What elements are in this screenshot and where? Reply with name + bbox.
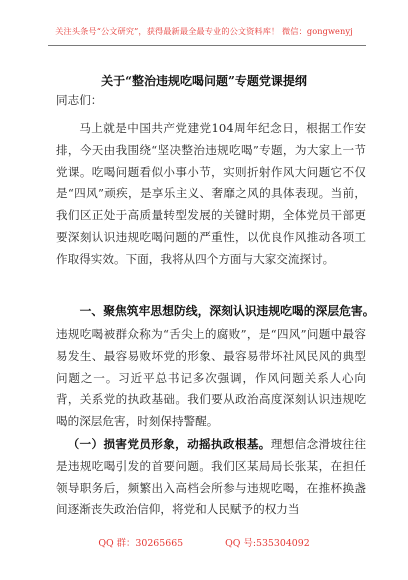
header-promo-note: 关注头条号“公文研究”，获得最新最全最专业的公文资料库！ 微信：gongwenyj: [55, 26, 353, 36]
footer-qq-group: QQ 群：30265665: [98, 538, 184, 549]
paragraph-intro: 马上就是中国共产党建党104周年纪念日，根据工作安排，今天由我围绕“坚决整治违规吃喝”专题，为大家上一节党课。吃喝问题看似小事小节，实则折射作风大问题它不仅是“四风”顽疾，是享乐主义、奢靡之风的具体表现。当前，我们区正处于高质量转型发展的关键时期，全体党员干部更要深刻认识违规吃喝问题的严重性，以优良作风推动各项工作取得实效。下面，我将从四个方面与大家交流探讨。: [56, 121, 366, 266]
footer-qq-number: QQ 号:535304092: [225, 538, 310, 549]
footer-contact: [0, 535, 408, 549]
subsection-lead: （一）损害党员形象，动摇执政根基。: [67, 437, 271, 451]
salutation: 同志们：: [56, 93, 103, 107]
header-divider: [48, 45, 366, 46]
section-heading-1: 一、聚焦筑牢思想防线，深刻认识违规吃喝的深层危害。: [79, 304, 375, 318]
document-title: 关于“整治违规吃喝问题”专题党课提纲: [101, 74, 307, 88]
paragraph-section-1: 违规吃喝被群众称为“舌尖上的腐败”，是“四风”问题中最容易发生、最容易败坏党的形象、最容易带坏社风民风的典型问题之一。习近平总书记多次强调，作风问题关系人心向背，关系党的执政基础。我们要从政治高度深刻认识违规吃喝的深层危害，时刻保持警醒。: [56, 327, 366, 429]
paragraph-subsection-1: [56, 434, 366, 521]
subsection-text: 理想信念滑坡往往是违规吃喝引发的首要问题。我们区某局局长张某，在担任领导职务后，频繁出入高档会所参与违规吃喝，在推杯换盏间逐渐丧失政治信仰，将党和人民赋予的权力当: [56, 437, 366, 517]
